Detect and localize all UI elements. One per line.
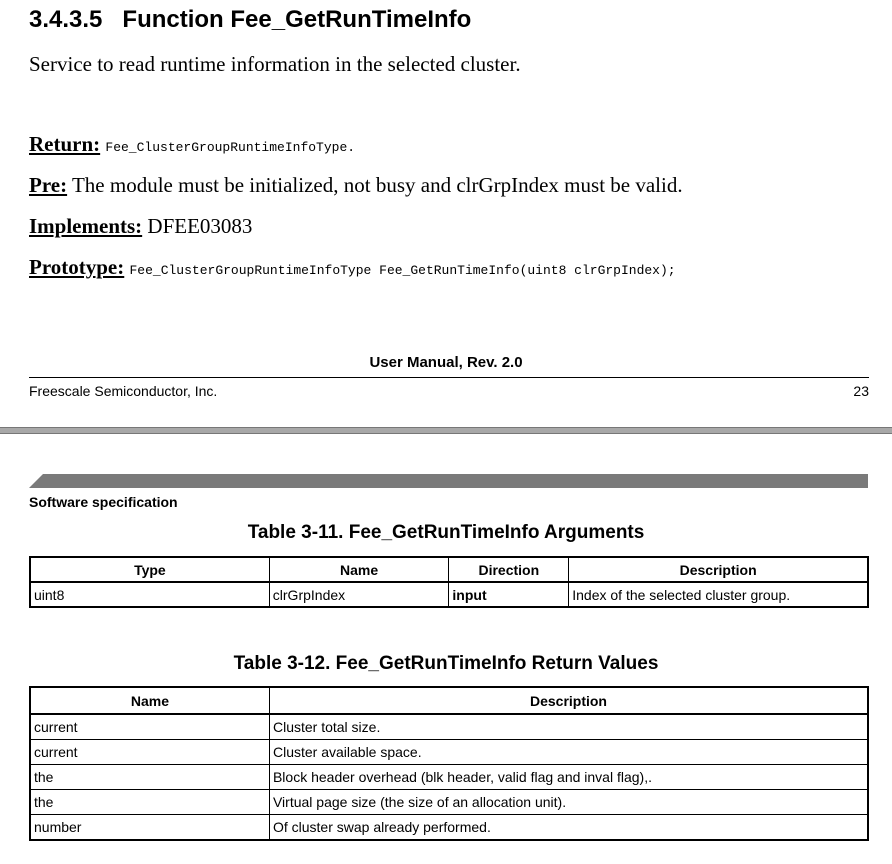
table1-caption: Table 3-11. Fee_GetRunTimeInfo Arguments (247, 522, 645, 543)
implements-field (29, 214, 252, 239)
cell-name: clrGrpIndex (269, 582, 449, 607)
table-row (30, 714, 868, 740)
cell-name: the (30, 790, 269, 815)
cell-name: current (30, 714, 269, 740)
footer-divider (29, 377, 869, 378)
section-heading (29, 6, 471, 34)
prototype-value: Fee_ClusterGroupRuntimeInfoType Fee_GetRunTimeInfo(uint8 clrGrpIndex); (129, 263, 676, 278)
pre-field (29, 173, 683, 198)
table-header-row (30, 687, 868, 714)
pre-value: The module must be initialized, not busy and clrGrpIndex must be valid. (71, 173, 683, 197)
table2-caption: Table 3-12. Fee_GetRunTimeInfo Return Values (233, 653, 659, 674)
column-header-description: Description (269, 687, 868, 714)
pre-label: Pre: (29, 173, 68, 197)
header-section-label: Software specification (29, 494, 178, 510)
column-header-direction: Direction (449, 557, 569, 582)
cell-type: uint8 (30, 582, 269, 607)
page-separator (0, 427, 892, 434)
return-values-table (29, 686, 869, 841)
column-header-type: Type (30, 557, 269, 582)
return-value: Fee_ClusterGroupRuntimeInfoType. (105, 140, 356, 155)
table-row (30, 790, 868, 815)
cell-direction: input (449, 582, 569, 607)
section-title: Function Fee_GetRunTimeInfo (122, 6, 472, 33)
arguments-table (29, 556, 869, 608)
footer-manual-title: User Manual, Rev. 2.0 (369, 354, 523, 371)
footer-page-number: 23 (853, 383, 869, 399)
cell-description: Cluster available space. (269, 740, 868, 765)
table-row (30, 765, 868, 790)
prototype-field (29, 255, 676, 280)
return-label: Return: (29, 132, 101, 156)
table-row (30, 582, 868, 607)
header-bar-shape (29, 474, 868, 488)
header-bar (29, 474, 868, 488)
table-row (30, 815, 868, 841)
column-header-name: Name (30, 687, 269, 714)
cell-description: Block header overhead (blk header, valid flag and inval flag),. (269, 765, 868, 790)
section-intro: Service to read runtime information in the selected cluster. (29, 52, 521, 76)
cell-name: the (30, 765, 269, 790)
return-field (29, 132, 355, 157)
footer-company: Freescale Semiconductor, Inc. (29, 383, 218, 399)
section-number: 3.4.3.5 (29, 6, 103, 33)
column-header-description: Description (569, 557, 868, 582)
column-header-name: Name (269, 557, 449, 582)
cell-description: Index of the selected cluster group. (569, 582, 868, 607)
cell-description: Virtual page size (the size of an allocation unit). (269, 790, 868, 815)
cell-name: number (30, 815, 269, 841)
table-header-row (30, 557, 868, 582)
prototype-label: Prototype: (29, 255, 125, 279)
cell-name: current (30, 740, 269, 765)
implements-label: Implements: (29, 214, 143, 238)
table-row (30, 740, 868, 765)
cell-description: Cluster total size. (269, 714, 868, 740)
implements-value: DFEE03083 (147, 214, 253, 238)
cell-description: Of cluster swap already performed. (269, 815, 868, 841)
